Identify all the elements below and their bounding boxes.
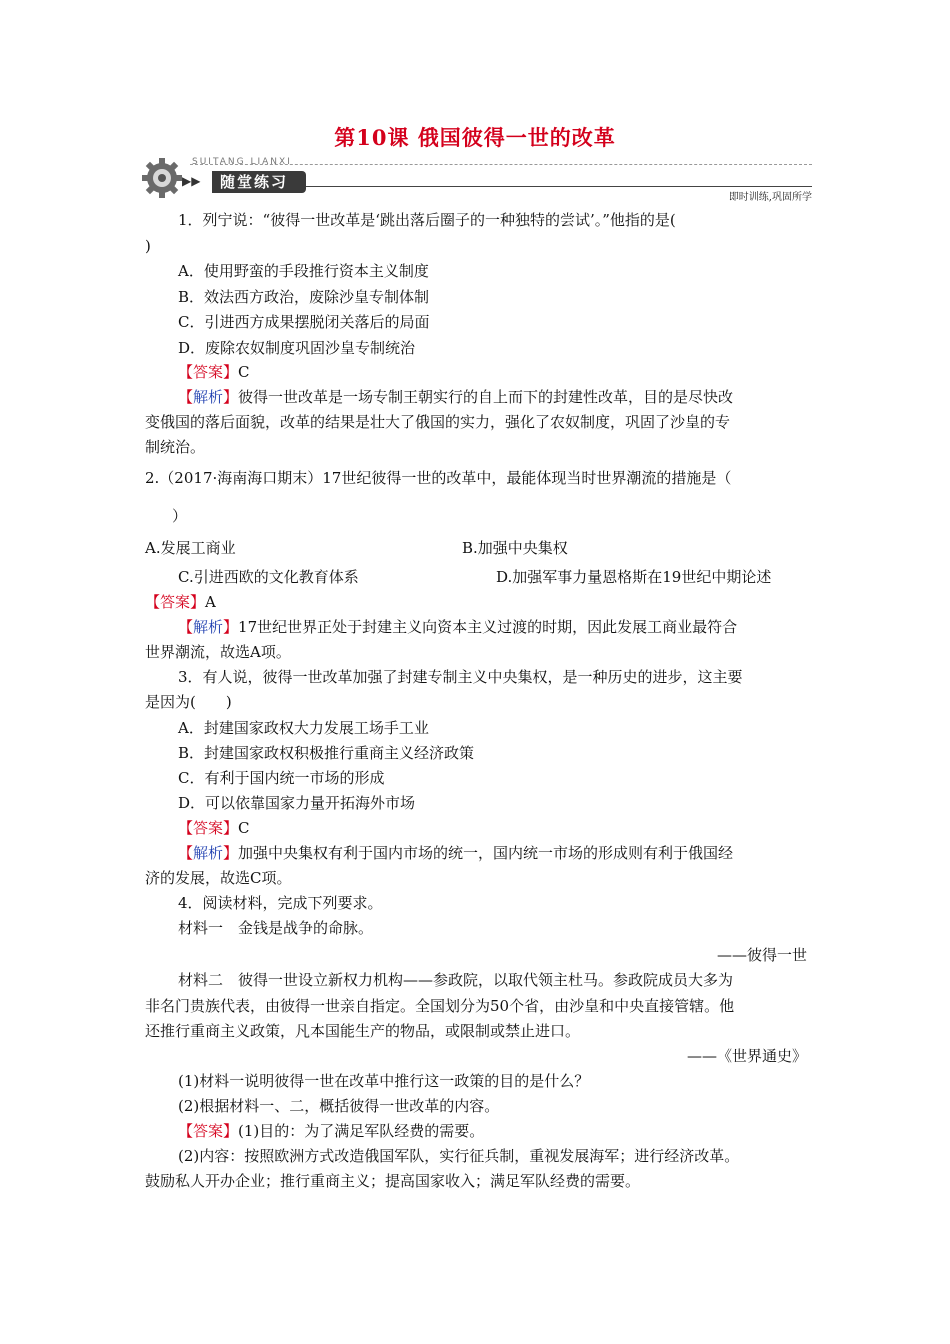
answer-label: 【答案】 bbox=[178, 363, 239, 381]
q1-option-d: D．废除农奴制度巩固沙皇专制统治 bbox=[178, 339, 416, 357]
q3-stem-end: 是因为( ) bbox=[145, 693, 232, 711]
q1-analysis-line: 制统治。 bbox=[145, 438, 206, 456]
q1-analysis-line: 变俄国的落后面貌，改革的结果是壮大了俄国的实力，强化了农奴制度，巩固了沙皇的专 bbox=[145, 413, 731, 431]
section-banner bbox=[140, 156, 812, 203]
q2-option-a: A.发展工商业 bbox=[145, 539, 236, 557]
material-1: 材料一 金钱是战争的命脉。 bbox=[178, 919, 374, 937]
q4-answer: 【答案】(1)目的：为了满足军队经费的需要。 bbox=[178, 1122, 485, 1140]
material-1-source: ——彼得一世 bbox=[716, 946, 807, 964]
q1-stem: 1．列宁说：“彼得一世改革是‘跳出落后圈子的一种独特的尝试’。”他指的是( bbox=[178, 211, 676, 229]
q1-option-a: A．使用野蛮的手段推行资本主义制度 bbox=[178, 262, 429, 280]
q3-option-b: B．封建国家政权积极推行重商主义经济政策 bbox=[178, 744, 475, 762]
arrow-icon: ▶▶ bbox=[182, 174, 201, 188]
q3-stem: 3．有人说，彼得一世改革加强了封建专制主义中央集权，是一种历史的进步，这主要 bbox=[178, 668, 743, 686]
q4-stem: 4．阅读材料，完成下列要求。 bbox=[178, 894, 383, 912]
banner-label: 随堂练习 bbox=[212, 171, 306, 193]
q1-answer: 【答案】C bbox=[178, 363, 250, 381]
material-2-line: 非名门贵族代表，由彼得一世亲自指定。全国划分为50个省，由沙皇和中央直接管辖。他 bbox=[145, 997, 735, 1015]
q1-stem-end: ) bbox=[145, 237, 151, 255]
q2-analysis: 【解析】17世纪世界正处于封建主义向资本主义过渡的时期，因此发展工商业最符合 bbox=[178, 618, 738, 636]
q4-requirement-2: (2)根据材料一、二，概括彼得一世改革的内容。 bbox=[178, 1097, 500, 1115]
answer-label: 【答案】 bbox=[178, 819, 239, 837]
q3-option-a: A．封建国家政权大力发展工场手工业 bbox=[178, 719, 429, 737]
q3-analysis: 【解析】加强中央集权有利于国内市场的统一，国内统一市场的形成则有利于俄国经 bbox=[178, 844, 734, 862]
page-title: 第10课 俄国彼得一世的改革 bbox=[334, 125, 616, 150]
q1-analysis: 【解析】彼得一世改革是一场专制王朝实行的自上而下的封建性改革，目的是尽快改 bbox=[178, 388, 734, 406]
banner-motto: 即时训练,巩固所学 bbox=[728, 192, 812, 203]
q2-option-d: D.加强军事力量恩格斯在19世纪中期论述 bbox=[496, 568, 772, 586]
answer-label: 【答案】 bbox=[145, 593, 206, 611]
q2-option-b: B.加强中央集权 bbox=[462, 539, 568, 557]
q3-answer: 【答案】C bbox=[178, 819, 250, 837]
q4-requirement-1: (1)材料一说明彼得一世在改革中推行这一政策的目的是什么？ bbox=[178, 1072, 590, 1090]
q2-option-c: C.引进西欧的文化教育体系 bbox=[178, 568, 359, 586]
material-2-source: ——《世界通史》 bbox=[686, 1047, 807, 1065]
banner-pinyin: SUITANG LIANXI bbox=[192, 157, 292, 167]
q4-answer-line: (2)内容：按照欧洲方式改造俄国军队，实行征兵制，重视发展海军；进行经济改革。 bbox=[178, 1147, 740, 1165]
q3-analysis-line: 济的发展，故选C项。 bbox=[145, 869, 292, 887]
q2-stem: 2.（2017·海南海口期末）17世纪彼得一世的改革中，最能体现当时世界潮流的措施是（ bbox=[145, 469, 732, 487]
q1-option-b: B．效法西方政治，废除沙皇专制体制 bbox=[178, 288, 430, 306]
banner-rule bbox=[305, 186, 812, 187]
q2-stem-end: ） bbox=[172, 507, 188, 525]
q2-analysis-line: 世界潮流，故选A项。 bbox=[145, 643, 291, 661]
gear-icon bbox=[140, 156, 184, 200]
q2-answer: 【答案】A bbox=[145, 593, 216, 611]
material-2-line: 还推行重商主义政策，凡本国能生产的物品，或限制或禁止进口。 bbox=[145, 1022, 581, 1040]
q3-option-c: C．有利于国内统一市场的形成 bbox=[178, 769, 385, 787]
answer-label: 【答案】 bbox=[178, 1122, 239, 1140]
material-2: 材料二 彼得一世设立新权力机构——参政院，以取代领主杜马。参政院成员大多为 bbox=[178, 971, 734, 989]
q3-option-d: D．可以依靠国家力量开拓海外市场 bbox=[178, 794, 416, 812]
q4-answer-line: 鼓励私人开办企业；推行重商主义；提高国家收入；满足军队经费的需要。 bbox=[145, 1172, 641, 1190]
q1-option-c: C．引进西方成果摆脱闭关落后的局面 bbox=[178, 313, 430, 331]
